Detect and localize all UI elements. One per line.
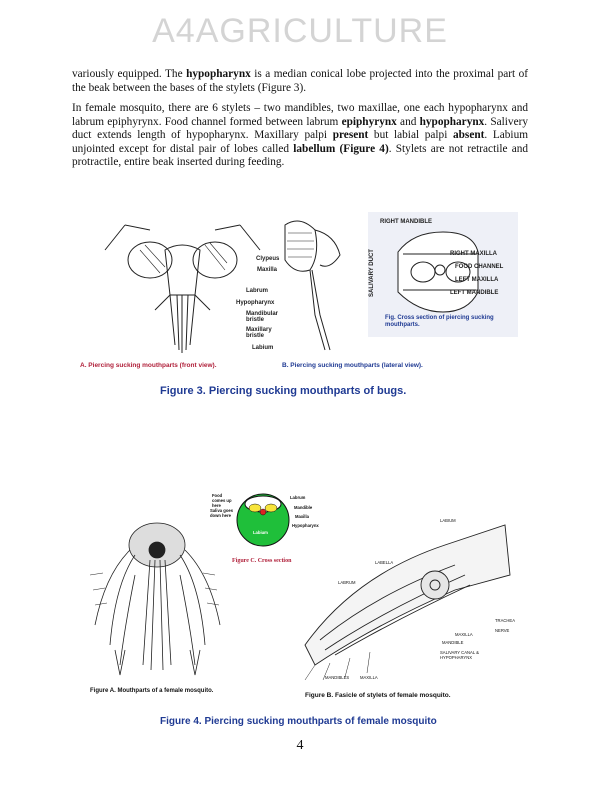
bold-term: hypopharynx <box>419 115 485 128</box>
label-f4-labium: Labium <box>253 530 268 535</box>
figure4-cross-section-drawing <box>233 490 293 550</box>
text-run: . Salivery duct extends length of hypopharynx. Maxillary palpi <box>72 115 528 142</box>
label-left-maxilla: LEFT MAXILLA <box>455 277 499 283</box>
label-right-maxilla: RIGHT MAXILLA <box>450 251 497 257</box>
label-maxillary-bristle: Maxillary bristle <box>246 327 272 339</box>
label-hypopharynx: Hypopharynx <box>236 300 275 306</box>
label-fb-trachea: TRACHEA <box>495 618 516 623</box>
text-run: In female mosquito, there are 6 stylets – two mandibles, two maxillae, one each hypopharynx and labrum epiphyrynx. Food channel formed between labrum <box>72 102 528 128</box>
bold-term: hypopharynx <box>186 68 251 80</box>
text-run: and <box>396 115 420 128</box>
label-clypeus: Clypeus <box>256 256 280 262</box>
label-fb-salivary: SALIVARY CANAL & HYPOPHARYNX <box>440 650 479 660</box>
label-right-mandible: RIGHT MANDIBLE <box>380 219 432 225</box>
page-number: 4 <box>296 738 304 753</box>
text-run: . Labium unjointed except for distal pair of lobes called <box>72 129 528 155</box>
text-run: is a median conical lobe projected into the proximal part of the beak between the bases of the stylets (Figure 3). <box>72 68 529 94</box>
label-fb-labrum: LABRUM <box>338 580 356 585</box>
figure3-front-view-drawing <box>95 215 270 355</box>
figure4-caption-b: Figure B. Fasicle of stylets of female mosquito. <box>305 692 451 699</box>
figure4-caption-a: Figure A. Mouthparts of a female mosquito. <box>90 688 214 694</box>
bold-term: labellum (Figure 4) <box>293 142 389 155</box>
figure4-mosquito-head-drawing <box>75 515 240 680</box>
label-labium: Labium <box>252 345 274 351</box>
label-food-comes-up: Food comes up here <box>212 493 232 508</box>
figure4-fasicle-drawing <box>295 515 520 685</box>
figure3-title: Figure 3. Piercing sucking mouthparts of bugs. <box>160 385 407 397</box>
label-food-channel: FOOD CHANNEL <box>455 264 504 270</box>
label-mandibular-bristle: Mandibular bristle <box>246 311 279 323</box>
text-run: . Stylets are not retractile and protractile, entire beak inserted during feeding. <box>72 142 529 169</box>
text-run: variously equipped. The <box>72 68 187 80</box>
figure3-caption-a: A. Piercing sucking mouthparts (front view). <box>80 362 217 369</box>
figure3-caption-b: B. Piercing sucking mouthparts (lateral view). <box>282 362 423 369</box>
label-fb-mandible: MANDIBLE <box>442 640 464 645</box>
paragraph-2 <box>72 102 528 170</box>
label-salivary-duct: SALIVARY DUCT <box>368 249 375 297</box>
bold-term: epiphyrynx <box>341 115 397 128</box>
label-labrum: Labrum <box>246 288 269 294</box>
label-f4-maxilla: Maxilla <box>295 514 309 519</box>
figure4-cross-caption: Figure C. Cross section <box>232 558 292 564</box>
paragraph-1 <box>72 68 528 95</box>
label-fb-labium: LABIUM <box>440 518 456 523</box>
label-fb-maxilla: MAXILLA <box>455 632 473 637</box>
cross-section-caption: Fig. Cross section of piercing sucking mouthparts. <box>385 315 494 328</box>
label-fb-labella: LABELLA <box>375 560 394 565</box>
label-fb-nerve: NERVE <box>495 628 510 633</box>
label-left-mandible: LEFT MANDIBLE <box>450 290 499 296</box>
label-fb-mandibles: MANDIBLES <box>325 675 350 680</box>
label-maxilla: Maxilla <box>257 267 278 273</box>
label-saliva-goes-down: Saliva goes down here <box>210 508 234 518</box>
watermark: A4AGRICULTURE <box>152 12 448 50</box>
text-run: but labial palpi <box>368 129 453 142</box>
label-f4-mandible: Mandible <box>294 505 313 510</box>
label-f4-hypopharynx: Hypopharynx <box>292 523 319 528</box>
figure4-title: Figure 4. Piercing sucking mouthparts of female mosquito <box>160 716 437 727</box>
label-f4-labrum: Labrum <box>290 495 306 500</box>
label-fb-maxillae: MAXILLA <box>360 675 378 680</box>
figure3-lateral-view-drawing <box>280 215 360 355</box>
bold-term: absent <box>453 129 485 142</box>
bold-term: present <box>332 129 369 142</box>
